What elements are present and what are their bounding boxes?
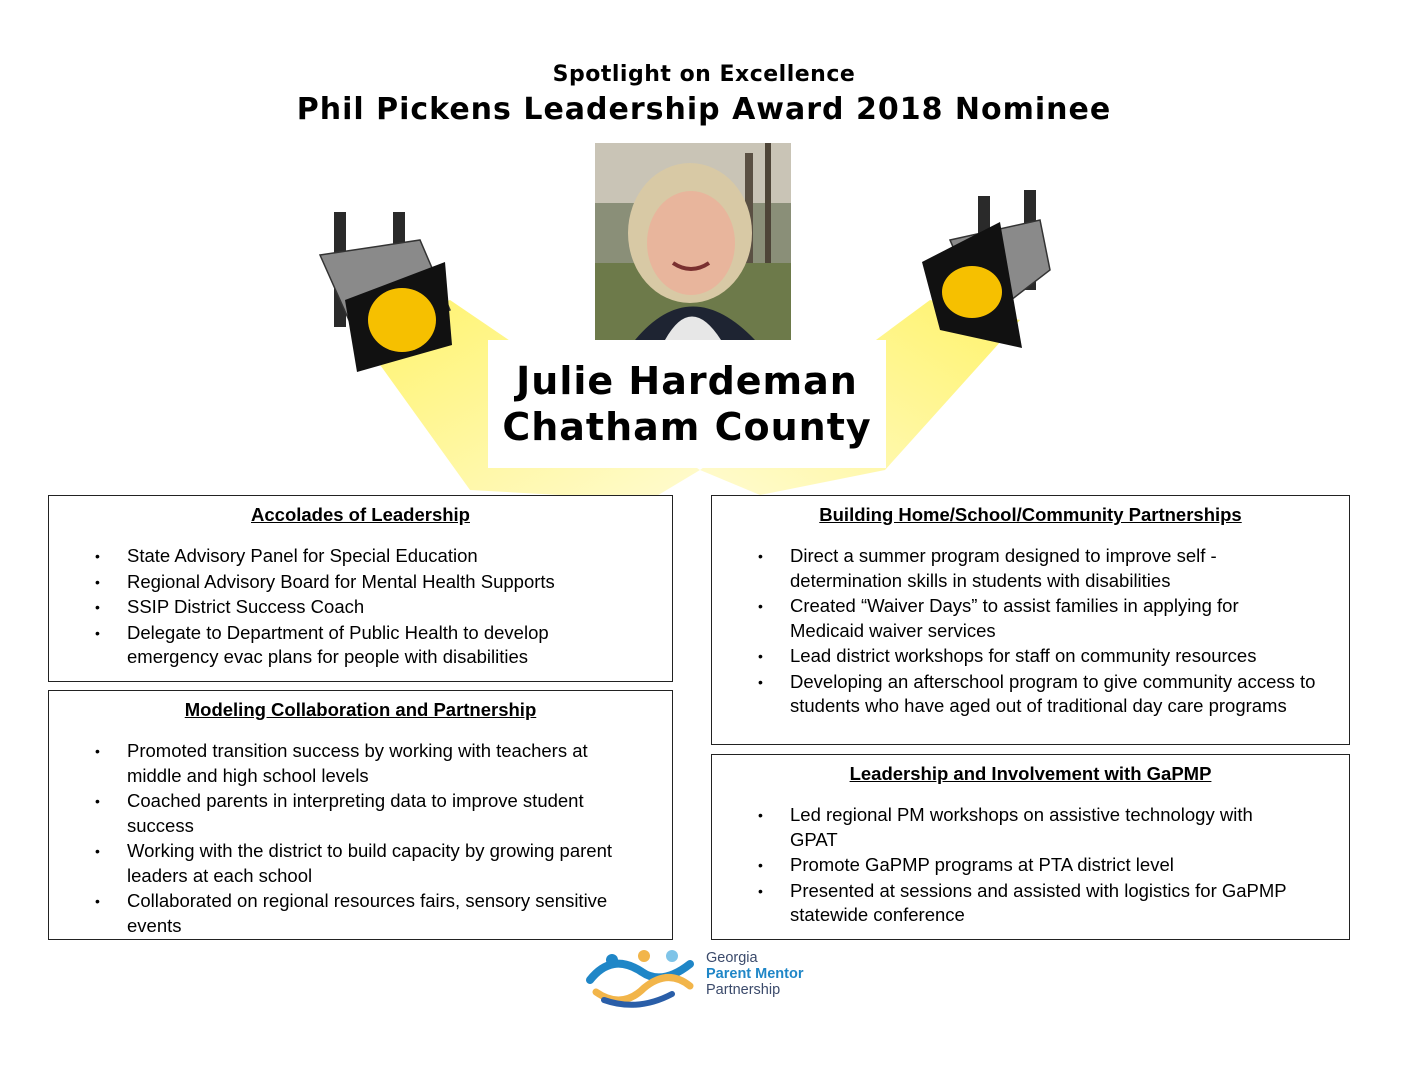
list-item: • SSIP District Success Coach: [95, 596, 365, 617]
list-item: • State Advisory Panel for Special Education: [95, 545, 478, 566]
leadership-title: Leadership and Involvement with GaPMP: [849, 763, 1212, 784]
list-item: • Developing an afterschool program to give community access to students who have aged out of traditional day care programs: [758, 670, 1316, 716]
list-item: • Lead district workshops for staff on community resources: [758, 645, 1257, 666]
list-item: • Collaborated on regional resources fairs, sensory sensitive events: [95, 890, 608, 936]
nominee-county: Chatham County: [502, 405, 872, 449]
list-item: • Direct a summer program designed to improve self - determination skills in students with disabilities: [758, 545, 1217, 591]
left-spotlight-icon: [320, 212, 452, 372]
modeling-title: Modeling Collaboration and Partnership: [184, 699, 537, 720]
header-title: Phil Pickens Leadership Award 2018 Nominee: [296, 92, 1112, 127]
modeling-section: [48, 690, 673, 940]
accolades-section: [48, 495, 673, 682]
list-item: • Working with the district to build capacity by growing parent leaders at each school: [95, 840, 613, 886]
leadership-section: [711, 754, 1350, 940]
right-spotlight-icon: [922, 190, 1050, 348]
accolades-title: Accolades of Leadership: [251, 504, 470, 525]
building-title: Building Home/School/Community Partnerships: [819, 504, 1242, 525]
list-item: • Regional Advisory Board for Mental Health Supports: [95, 570, 555, 592]
logo-text: Georgia Parent Mentor Partnership: [706, 950, 804, 998]
list-item: • Created “Waiver Days” to assist families in applying for Medicaid waiver services: [758, 595, 1239, 641]
building-section: [711, 495, 1350, 745]
nominee-name-block: [488, 340, 886, 468]
list-item: • Led regional PM workshops on assistive technology with GPAT: [758, 804, 1253, 850]
people-logo-icon: [582, 942, 702, 1012]
list-item: • Delegate to Department of Public Health to develop emergency evac plans for people with disabilities: [95, 621, 549, 667]
list-item: • Promoted transition success by working with teachers at middle and high school levels: [95, 740, 588, 786]
list-item: • Promote GaPMP programs at PTA district level: [758, 854, 1174, 875]
list-item: • Presented at sessions and assisted with logistics for GaPMP statewide conference: [758, 879, 1287, 925]
nominee-name: Julie Hardeman: [516, 359, 858, 403]
gapmp-logo: [582, 942, 822, 1012]
header-subtitle: Spotlight on Excellence: [552, 62, 856, 87]
list-item: • Coached parents in interpreting data to improve student success: [95, 790, 584, 836]
nominee-photo: [595, 143, 791, 340]
